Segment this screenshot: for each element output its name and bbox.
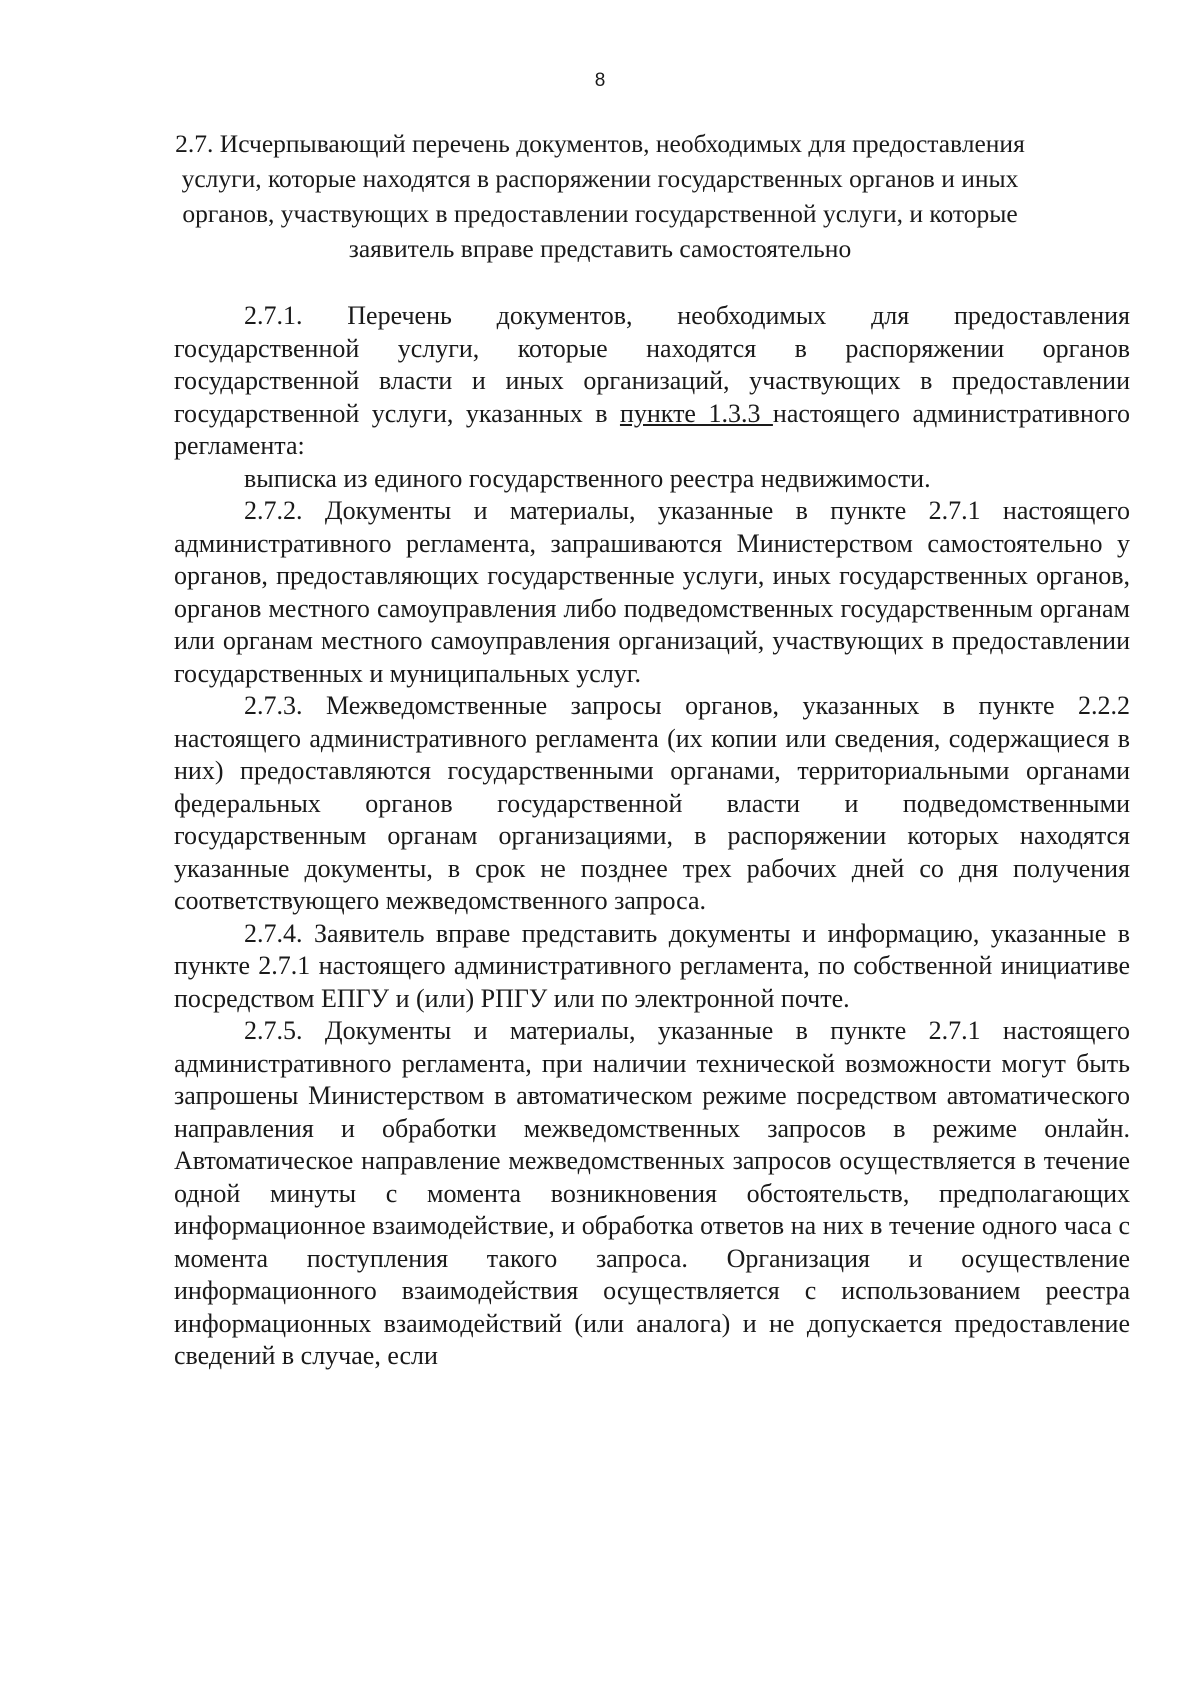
page-number: 8 (594, 70, 606, 91)
paragraph-2-7-5: 2.7.5. Документы и материалы, указанные в пункте 2.7.1 настоящего административного регламента, при наличии технической возможности могут быть запрошены Министерством в автоматическом режиме посредством автоматического направления и обработки межведомственных запросов в режиме онлайн. Автоматическое направление межведомственных запросов осуществляется в течение одной минуты с момента возникновения обстоятельств, предполагающих информационное взаимодействие, и обработка ответов на них в течение одного часа с момента поступления такого запроса. Организация и осуществление информационного взаимодействия осуществляется с использованием реестра информационных взаимодействий (или аналога) и не допускается предоставление сведений в случае, если (174, 1016, 1130, 1370)
section-heading: 2.7. Исчерпывающий перечень документов, необходимых для предоставления услуги, которые находятся в распоряжении государственных органов и иных органов, участвующих в предоставлении государственной услуги, и которые заявитель вправе представить самостоятельно (175, 129, 1025, 263)
paragraph-2-7-3: 2.7.3. Межведомственные запросы органов, указанных в пункте 2.2.2 настоящего административного регламента (их копии или сведения, содержащиеся в них) предоставляются государственными органами, территориальными органами федеральных органов государственной власти и подведомственными государственным органам организациями, в распоряжении которых находятся указанные документы, в срок не позднее трех рабочих дней со дня получения соответствующего межведомственного запроса. (174, 691, 1130, 915)
document-body (174, 300, 1130, 1373)
paragraph-2-7-1-end: настоящего административного регламента: (174, 398, 1130, 460)
paragraph-2-7-1-item: выписка из единого государственного реестра недвижимости. (244, 463, 931, 493)
paragraph-2-7-1-text: 2.7.1. Перечень документов, необходимых для предоставления государственной услуги, которые находятся в распоряжении органов государственной власти и иных организаций, участвующих в предоставлении государственной услуги, указанных в (174, 301, 1130, 428)
paragraph-2-7-4: 2.7.4. Заявитель вправе представить документы и информацию, указанные в пункте 2.7.1 настоящего административного регламента, по собственной инициативе посредством ЕПГУ и (или) РПГУ или по электронной почте. (174, 918, 1130, 1013)
link-clause-1-3-3[interactable]: пункте 1.3.3 (619, 398, 773, 428)
paragraph-2-7-2: 2.7.2. Документы и материалы, указанные в пункте 2.7.1 настоящего административного регламента, запрашиваются Министерством самостоятельно у органов, предоставляющих государственные услуги, иных государственных органов, органов местного самоуправления либо подведомственных государственным органам или органам местного самоуправления организаций, участвующих в предоставлении государственных и муниципальных услуг. (174, 496, 1130, 688)
paragraph-2-7-1 (174, 300, 1130, 463)
